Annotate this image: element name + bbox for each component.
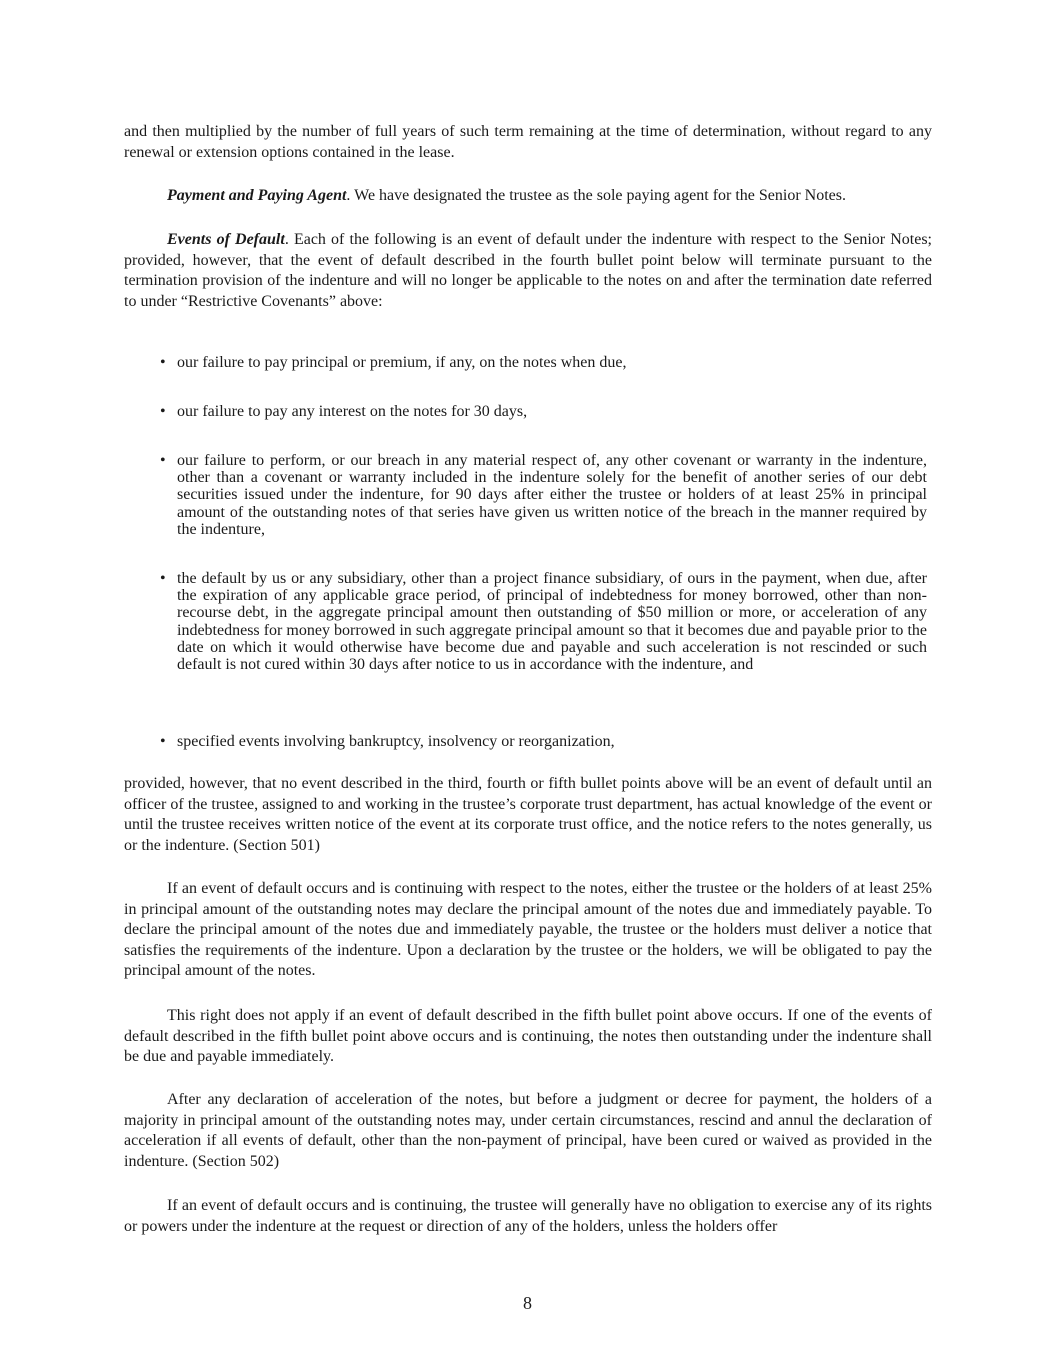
bullet-text: our failure to pay any interest on the notes for 30 days, bbox=[177, 403, 528, 420]
payment-agent-text: . We have designated the trustee as the sole paying agent for the Senior Notes. bbox=[346, 187, 847, 204]
heading-events-of-default: Events of Default bbox=[167, 231, 285, 248]
bullet-marker: • bbox=[160, 733, 166, 750]
bullet-text: our failure to perform, or our breach in any material respect of, any other covenant or warranty in the indenture, other than a covenant or warranty included in the indenture solely for the benefit of another series of our debt securities issued under the indenture, for 90 days after either the trustee or holders of at least 25% in principal amount of the outstanding notes of that series have given us written notice of the breach in the manner required by the indenture, bbox=[177, 452, 927, 538]
paragraph-events-of-default bbox=[124, 230, 932, 312]
list-item bbox=[160, 403, 927, 420]
list-item bbox=[160, 452, 927, 538]
bullet-marker: • bbox=[160, 452, 166, 469]
bullet-text: specified events involving bankruptcy, insolvency or reorganization, bbox=[177, 733, 615, 750]
paragraph-trustee-obligation: If an event of default occurs and is continuing, the trustee will generally have no obligation to exercise any of its rights or powers under the indenture at the request or direction of any of the holders, unless the holders offer bbox=[124, 1197, 932, 1235]
list-item bbox=[160, 570, 927, 673]
paragraph-fifth-bullet: This right does not apply if an event of default described in the fifth bullet point above occurs. If one of the events of default described in the fifth bullet point above occurs and is continuing, the notes then outstanding under the indenture shall be due and payable immediately. bbox=[124, 1007, 932, 1066]
paragraph-payment-agent bbox=[124, 186, 932, 207]
bullet-marker: • bbox=[160, 570, 166, 587]
list-item bbox=[160, 733, 927, 750]
list-item bbox=[160, 354, 927, 371]
paragraph-rescission: After any declaration of acceleration of the notes, but before a judgment or decree for payment, the holders of a majority in principal amount of the outstanding notes may, under certain circumstances, rescind and annul the declaration of acceleration if all events of default, other than the non-payment of principal, have been cured or waived as provided in the indenture. (Section 502) bbox=[124, 1091, 932, 1170]
events-of-default-text: . Each of the following is an event of default under the indenture with respect to the Senior Notes; provided, however, that the event of default described in the fourth bullet point below will terminate pursuant to the termination provision of the indenture and will no longer be applicable to the notes on and after the termination date referred to under “Restrictive Covenants” above: bbox=[124, 231, 933, 310]
page-number: 8 bbox=[523, 1293, 532, 1313]
bullet-marker: • bbox=[160, 354, 166, 371]
paragraph-lease-term: and then multiplied by the number of full years of such term remaining at the time of determination, without regard to any renewal or extension options contained in the lease. bbox=[124, 123, 932, 161]
paragraph-acceleration: If an event of default occurs and is continuing with respect to the notes, either the trustee or the holders of at least 25% in principal amount of the outstanding notes may declare the principal amount of the notes due and immediately payable. To declare the principal amount of the notes due and immediately payable, the trustee or the holders must deliver a notice that satisfies the requirements of the indenture. Upon a declaration by the trustee or the holders, we will be obligated to pay the principal amount of the notes. bbox=[124, 880, 932, 980]
paragraph-proviso: provided, however, that no event described in the third, fourth or fifth bullet points above will be an event of default until an officer of the trustee, assigned to and working in the trustee’s corporate trust department, has actual knowledge of the event or until the trustee receives written notice of the event at its corporate trust office, and the notice refers to the notes generally, us or the indenture. (Section 501) bbox=[124, 775, 932, 854]
bullet-marker: • bbox=[160, 403, 166, 420]
bullet-text: our failure to pay principal or premium, if any, on the notes when due, bbox=[177, 354, 627, 371]
heading-payment-agent: Payment and Paying Agent bbox=[167, 187, 347, 204]
bullet-text: the default by us or any subsidiary, other than a project finance subsidiary, of ours in the payment, when due, after the expiration of any applicable grace period, of principal of indebtedness for money borrowed, other than non-recourse debt, in the aggregate principal amount then outstanding of $50 million or more, or acceleration of any indebtedness for money borrowed in such aggregate principal amount so that it becomes due and payable prior to the date on which it would otherwise have become due and payable and such acceleration is not rescinded or such default is not cured within 30 days after notice to us in accordance with the indenture, and bbox=[177, 570, 927, 674]
